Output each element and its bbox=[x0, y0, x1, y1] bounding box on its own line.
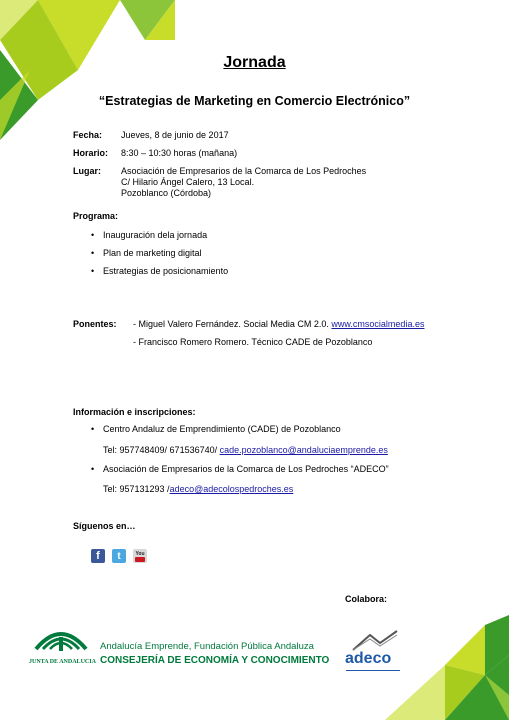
programa-item-1: Inauguración dela jornada bbox=[103, 230, 208, 240]
bullet-icon: • bbox=[91, 464, 95, 474]
lugar-line-3: Pozoblanco (Córdoba) bbox=[121, 188, 212, 198]
adeco-tel-text: Tel: 957131293 / bbox=[103, 484, 170, 494]
lugar-line-1: Asociación de Empresarios de la Comarca de Los Pedroches bbox=[121, 166, 367, 176]
footer-line-1: Andalucía Emprende, Fundación Pública Andaluza bbox=[100, 641, 314, 652]
programa-item-2: Plan de marketing digital bbox=[103, 248, 202, 258]
footer-line-2: CONSEJERÍA DE ECONOMÍA Y CONOCIMIENTO bbox=[100, 655, 330, 666]
youtube-icon-label: You bbox=[135, 550, 145, 557]
ponente-2: - Francisco Romero Romero. Técnico CADE de Pozoblanco bbox=[133, 337, 373, 347]
adeco-logo-text: adeco bbox=[345, 650, 392, 667]
junta-andalucia-logo bbox=[33, 625, 89, 663]
fecha-label: Fecha: bbox=[73, 130, 103, 140]
decorative-triangles-top bbox=[0, 0, 190, 145]
adeco-email-link[interactable]: adeco@adecolospedroches.es bbox=[169, 484, 294, 494]
info-item-adeco: Asociación de Empresarios de la Comarca de Los Pedroches “ADECO” bbox=[103, 464, 389, 474]
junta-andalucia-text: JUNTA DE ANDALUCIA bbox=[29, 659, 96, 665]
cade-tel-text: Tel: 957748409/ 671536740/ bbox=[103, 445, 220, 455]
colabora-label: Colabora: bbox=[345, 594, 388, 604]
fecha-value: Jueves, 8 de junio de 2017 bbox=[121, 130, 229, 140]
programa-item-3: Estrategias de posicionamiento bbox=[103, 266, 229, 276]
cade-email-link[interactable]: cade.pozoblanco@andaluciaemprende.es bbox=[219, 445, 388, 455]
info-item-adeco-tel bbox=[103, 483, 293, 495]
programa-label: Programa: bbox=[73, 211, 119, 221]
facebook-icon[interactable]: f bbox=[91, 549, 105, 563]
info-item-cade-tel bbox=[103, 444, 388, 456]
bullet-icon: • bbox=[91, 248, 95, 258]
decorative-triangles-bottom bbox=[385, 615, 509, 720]
lugar-line-2: C/ Hilario Ángel Calero, 13 Local. bbox=[121, 177, 255, 187]
horario-value: 8:30 – 10:30 horas (mañana) bbox=[121, 148, 238, 158]
youtube-icon[interactable] bbox=[133, 549, 147, 563]
horario-label: Horario: bbox=[73, 148, 109, 158]
page-subtitle: “Estrategias de Marketing en Comercio Electrónico” bbox=[98, 94, 411, 108]
ponente-1-text: - Miguel Valero Fernández. Social Media CM 2.0. bbox=[133, 319, 332, 329]
ponentes-label: Ponentes: bbox=[73, 319, 117, 329]
info-label: Información e inscripciones: bbox=[73, 407, 196, 417]
adeco-logo-underline bbox=[346, 670, 400, 671]
siguenos-label: Síguenos en… bbox=[73, 521, 136, 531]
bullet-icon: • bbox=[91, 230, 95, 240]
bullet-icon: • bbox=[91, 424, 95, 434]
info-item-cade: Centro Andaluz de Emprendimiento (CADE) de Pozoblanco bbox=[103, 424, 341, 434]
adeco-logo-mark bbox=[350, 630, 400, 652]
youtube-tube-shape bbox=[135, 557, 145, 562]
cmsocialmedia-link[interactable]: www.cmsocialmedia.es bbox=[331, 319, 425, 329]
twitter-icon[interactable]: t bbox=[112, 549, 126, 563]
lugar-label: Lugar: bbox=[73, 166, 101, 176]
page-title: Jornada bbox=[223, 54, 286, 71]
bullet-icon: • bbox=[91, 266, 95, 276]
ponente-1 bbox=[133, 318, 424, 330]
